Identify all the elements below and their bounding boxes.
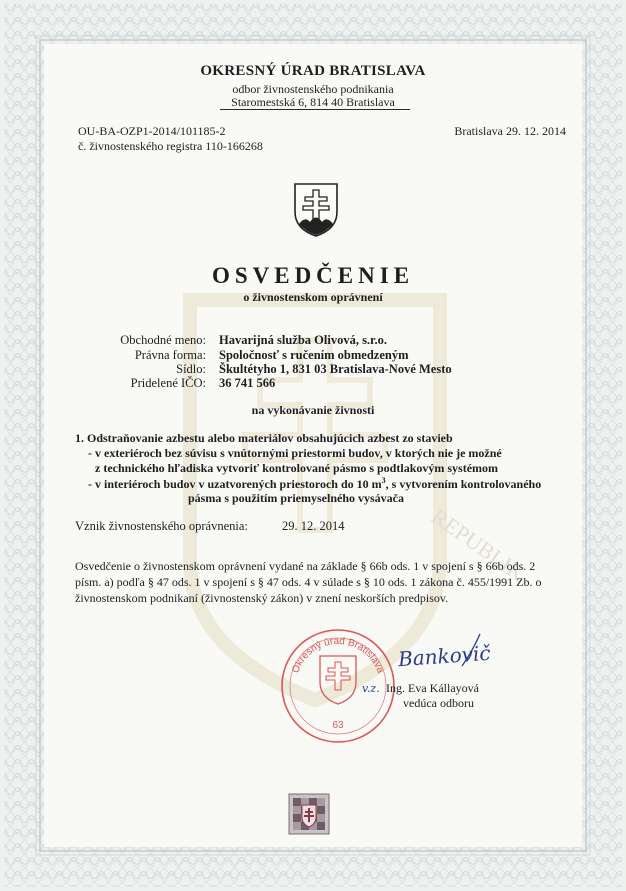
activity-line: - v exteriéroch bez súvisu s vnútornými priestormi budov, v ktorých nie je možné (88, 446, 502, 460)
hologram-seal (288, 793, 330, 835)
legal-text: písm. a) podľa § 47 ods. 1 v spojení s § 47 ods. 4 v súlade s § 10 ods. 1 zákona č. 455/1991 Zb. o (75, 575, 542, 589)
activity-line: 1. Odstraňovanie azbestu alebo materiálov obsahujúcich azbest zo stavieb (75, 431, 453, 445)
activity-line: z technického hľadiska vytvoriť kontrolované pásmo s podtlakovým systémom (95, 461, 499, 475)
document-subtitle: o živnostenskom oprávnení (243, 290, 383, 304)
file-number: OU-BA-OZP1-2014/101185-2 (78, 124, 226, 138)
entity-label-ico: Pridelené IČO: (130, 376, 206, 390)
origin-date: 29. 12. 2014 (282, 519, 345, 533)
origin-label: Vznik živnostenského oprávnenia: (75, 519, 248, 533)
entity-label-name: Obchodné meno: (120, 333, 206, 347)
header-underline (220, 109, 410, 110)
document-title: OSVEDČENIE (211, 263, 415, 288)
office-department: odbor živnostenského podnikania (232, 82, 394, 96)
activity-line: - v interiéroch budov v uzatvorených priestoroch do 10 $m^3$, s vytvorením kontrolovaného (88, 476, 542, 491)
entity-label-legal-form: Právna forma: (134, 348, 206, 362)
office-address: Staromestská 6, 814 40 Bratislava (231, 95, 395, 109)
coat-of-arms-icon (293, 182, 339, 238)
signature-handwriting: Bankovič (397, 640, 492, 672)
signature-flourish (458, 632, 488, 672)
activity-line: pásma s použitím priemyselného vysávača (188, 491, 404, 505)
place-date: Bratislava 29. 12. 2014 (454, 124, 566, 138)
entity-value-name: Havarijná služba Olivová, s.r.o. (219, 333, 387, 347)
register-number: č. živnostenského registra 110-166268 (78, 139, 263, 153)
activities-heading: na vykonávanie živnosti (251, 403, 375, 417)
entity-value-seat: Škultétyho 1, 831 03 Bratislava-Nové Mesto (219, 362, 452, 376)
signature-initials: v.z. (362, 682, 380, 695)
stamp-number: 63 (332, 720, 344, 731)
official-stamp (278, 626, 398, 746)
legal-text: Osvedčenie o živnostenskom oprávnení vydané na základe § 66b ods. 1 v spojení s § 66b ods. 2 (75, 559, 536, 573)
entity-label-seat: Sídlo: (176, 362, 206, 376)
legal-text: živnostenskom podnikaní (živnostenský zákon) v znení neskorších predpisov. (75, 591, 449, 605)
signatory-position: vedúca odboru (403, 696, 474, 710)
stamp-text: Okresný úrad Bratislava (290, 635, 386, 675)
entity-value-ico: 36 741 566 (219, 376, 276, 390)
entity-value-legal-form: Spoločnosť s ručením obmedzeným (219, 348, 409, 362)
signatory-name: Ing. Eva Kállayová (386, 681, 479, 695)
office-name: OKRESNÝ ÚRAD BRATISLAVA (200, 63, 426, 79)
svg-text:REPUBLIK: REPUBLIK (427, 503, 530, 586)
